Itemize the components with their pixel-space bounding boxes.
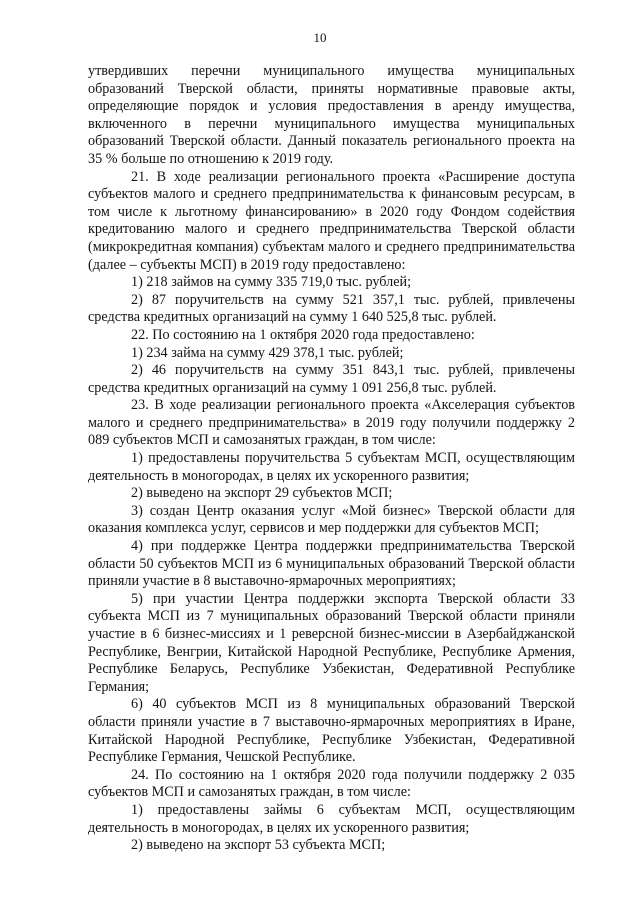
list-item: 2) выведено на экспорт 29 субъектов МСП;	[131, 485, 393, 502]
list-item: 5) при участии Центра поддержки экспорта Тверской области 33 субъекта МСП из 7 муниципальных образований Тверской области приняли участие в 6 бизнес-миссиях и 1 реверсной бизнес-миссии в Азербайджанской Республике, Венгрии, Китайской Народной Республике, Республике Армения, Республике Беларусь, Республике Узбекистан, Федеративной Республике Германия;	[88, 590, 575, 695]
page-number: 10	[313, 30, 327, 45]
list-item: 6) 40 субъектов МСП из 8 муниципальных образований Тверской области приняли участие в 7 выставочно-ярмарочных мероприятиях в Иране, Китайской Народной Республике, Республике Узбекистан, Федеративной Республике Германия, Чешской Республике.	[88, 696, 575, 766]
document-body	[88, 63, 575, 855]
paragraph-continuation: утвердивших перечни муниципального имущества муниципальных образований Тверской области, приняты нормативные правовые акты, определяющие порядок и условия предоставления в аренду имущества, включенного в перечни муниципального имущества муниципальных образований Тверской области. Данный показатель регионального проекта на 35 % больше по отношению к 2019 году.	[88, 63, 575, 167]
paragraph-23: 23. В ходе реализации регионального проекта «Акселерация субъектов малого и среднего предпринимательства» в 2019 году получили поддержку 2 089 субъектов МСП и самозанятых граждан, в том числе:	[88, 397, 575, 449]
list-item: 2) выведено на экспорт 53 субъекта МСП;	[131, 837, 386, 854]
list-item: 2) 87 поручительств на сумму 521 357,1 тыс. рублей, привлечены средства кредитных организаций на сумму 1 640 525,8 тыс. рублей.	[88, 291, 575, 326]
list-item: 1) предоставлены займы 6 субъектам МСП, осуществляющим деятельность в моногородах, в целях их ускоренного развития;	[88, 801, 575, 836]
list-item: 1) предоставлены поручительства 5 субъектам МСП, осуществляющим деятельность в моногородах, в целях их ускоренного развития;	[88, 450, 575, 484]
list-item: 1) 234 займа на сумму 429 378,1 тыс. рублей;	[131, 344, 404, 361]
paragraph-22: 22. По состоянию на 1 октября 2020 года предоставлено:	[131, 326, 475, 343]
list-item: 3) создан Центр оказания услуг «Мой бизнес» Тверской области для оказания комплекса услуг, сервисов и мер поддержки для субъектов МСП;	[88, 502, 575, 537]
list-item: 2) 46 поручительств на сумму 351 843,1 тыс. рублей, привлечены средства кредитных организаций на сумму 1 091 256,8 тыс. рублей.	[88, 362, 575, 396]
paragraph-21: 21. В ходе реализации регионального проекта «Расширение доступа субъектов малого и среднего предпринимательства к финансовым ресурсам, в том числе к льготному финансированию» в 2020 году Фондом содействия кредитованию малого и среднего предпринимательства Тверской области (микрокредитная компания) субъектам малого и среднего предпринимательства (далее – субъекты МСП) в 2019 году предоставлено:	[88, 168, 575, 273]
list-item: 1) 218 займов на сумму 335 719,0 тыс. рублей;	[131, 274, 412, 291]
paragraph-24: 24. По состоянию на 1 октября 2020 года получили поддержку 2 035 субъектов МСП и самозанятых граждан, в том числе:	[88, 766, 575, 801]
list-item: 4) при поддержке Центра поддержки предпринимательства Тверской области 50 субъектов МСП из 6 муниципальных образований Тверской области приняли участие в 8 выставочно-ярмарочных мероприятиях;	[88, 538, 575, 590]
